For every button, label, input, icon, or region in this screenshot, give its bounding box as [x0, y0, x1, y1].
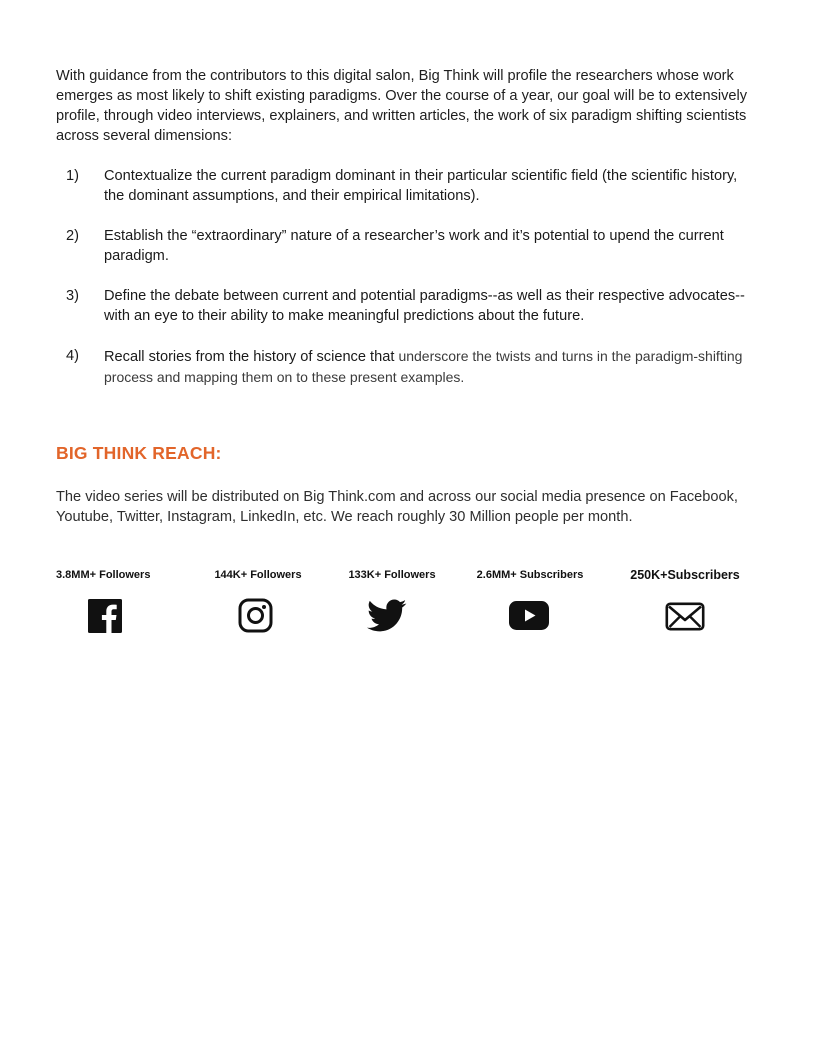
intro-paragraph: With guidance from the contributors to this digital salon, Big Think will profile the researchers whose work emerges as most likely to shift existing paradigms. Over the course of a year, our goal will be to extensively profile, through video interviews, explainers, and written articles, the work of six paradigm shifting scientists across several dimensions:: [56, 68, 748, 144]
instagram-followers: 144K+ Followers: [214, 569, 302, 581]
list-number: 4): [66, 348, 79, 364]
reach-heading: BIG THINK REACH:: [56, 443, 222, 463]
email-subscribers: 250K+Subscribers: [630, 568, 740, 582]
email-icon[interactable]: [665, 602, 705, 631]
list-text: Recall stories from the history of science that: [104, 349, 399, 365]
dimensions-list: [56, 166, 760, 388]
list-item: [56, 166, 760, 206]
facebook-icon[interactable]: [88, 599, 122, 633]
distribution-paragraph: The video series will be distributed on Big Think.com and across our social media presence on Facebook, Youtube, Twitter, Instagram, LinkedIn, etc. We reach roughly 30 Million people per month.: [56, 489, 738, 525]
list-number: 2): [66, 228, 79, 244]
youtube-icon[interactable]: [509, 601, 549, 630]
document-body: [56, 66, 760, 408]
list-number: 1): [66, 168, 79, 184]
twitter-icon[interactable]: [367, 599, 407, 633]
list-item: [56, 346, 760, 388]
list-item: [56, 286, 760, 326]
list-text: Contextualize the current paradigm dominant in their particular scientific field (the scientific history, the dominant assumptions, and their empirical limitations).: [104, 168, 738, 204]
list-item: [56, 226, 760, 266]
instagram-icon[interactable]: [238, 598, 273, 633]
list-text: Define the debate between current and potential paradigms--as well as their respective advocates--with an eye to their ability to make meaningful predictions about the future.: [104, 288, 745, 324]
youtube-subscribers: 2.6MM+ Subscribers: [476, 569, 584, 581]
list-number: 3): [66, 288, 79, 304]
list-text-light: underscore the twists and turns in the paradigm-shifting process and mapping them on to these present examples.: [104, 348, 743, 385]
twitter-followers: 133K+ Followers: [348, 569, 436, 581]
list-text: Establish the “extraordinary” nature of a researcher’s work and it’s potential to upend the current paradigm.: [104, 228, 724, 264]
facebook-followers: 3.8MM+ Followers: [56, 569, 151, 581]
